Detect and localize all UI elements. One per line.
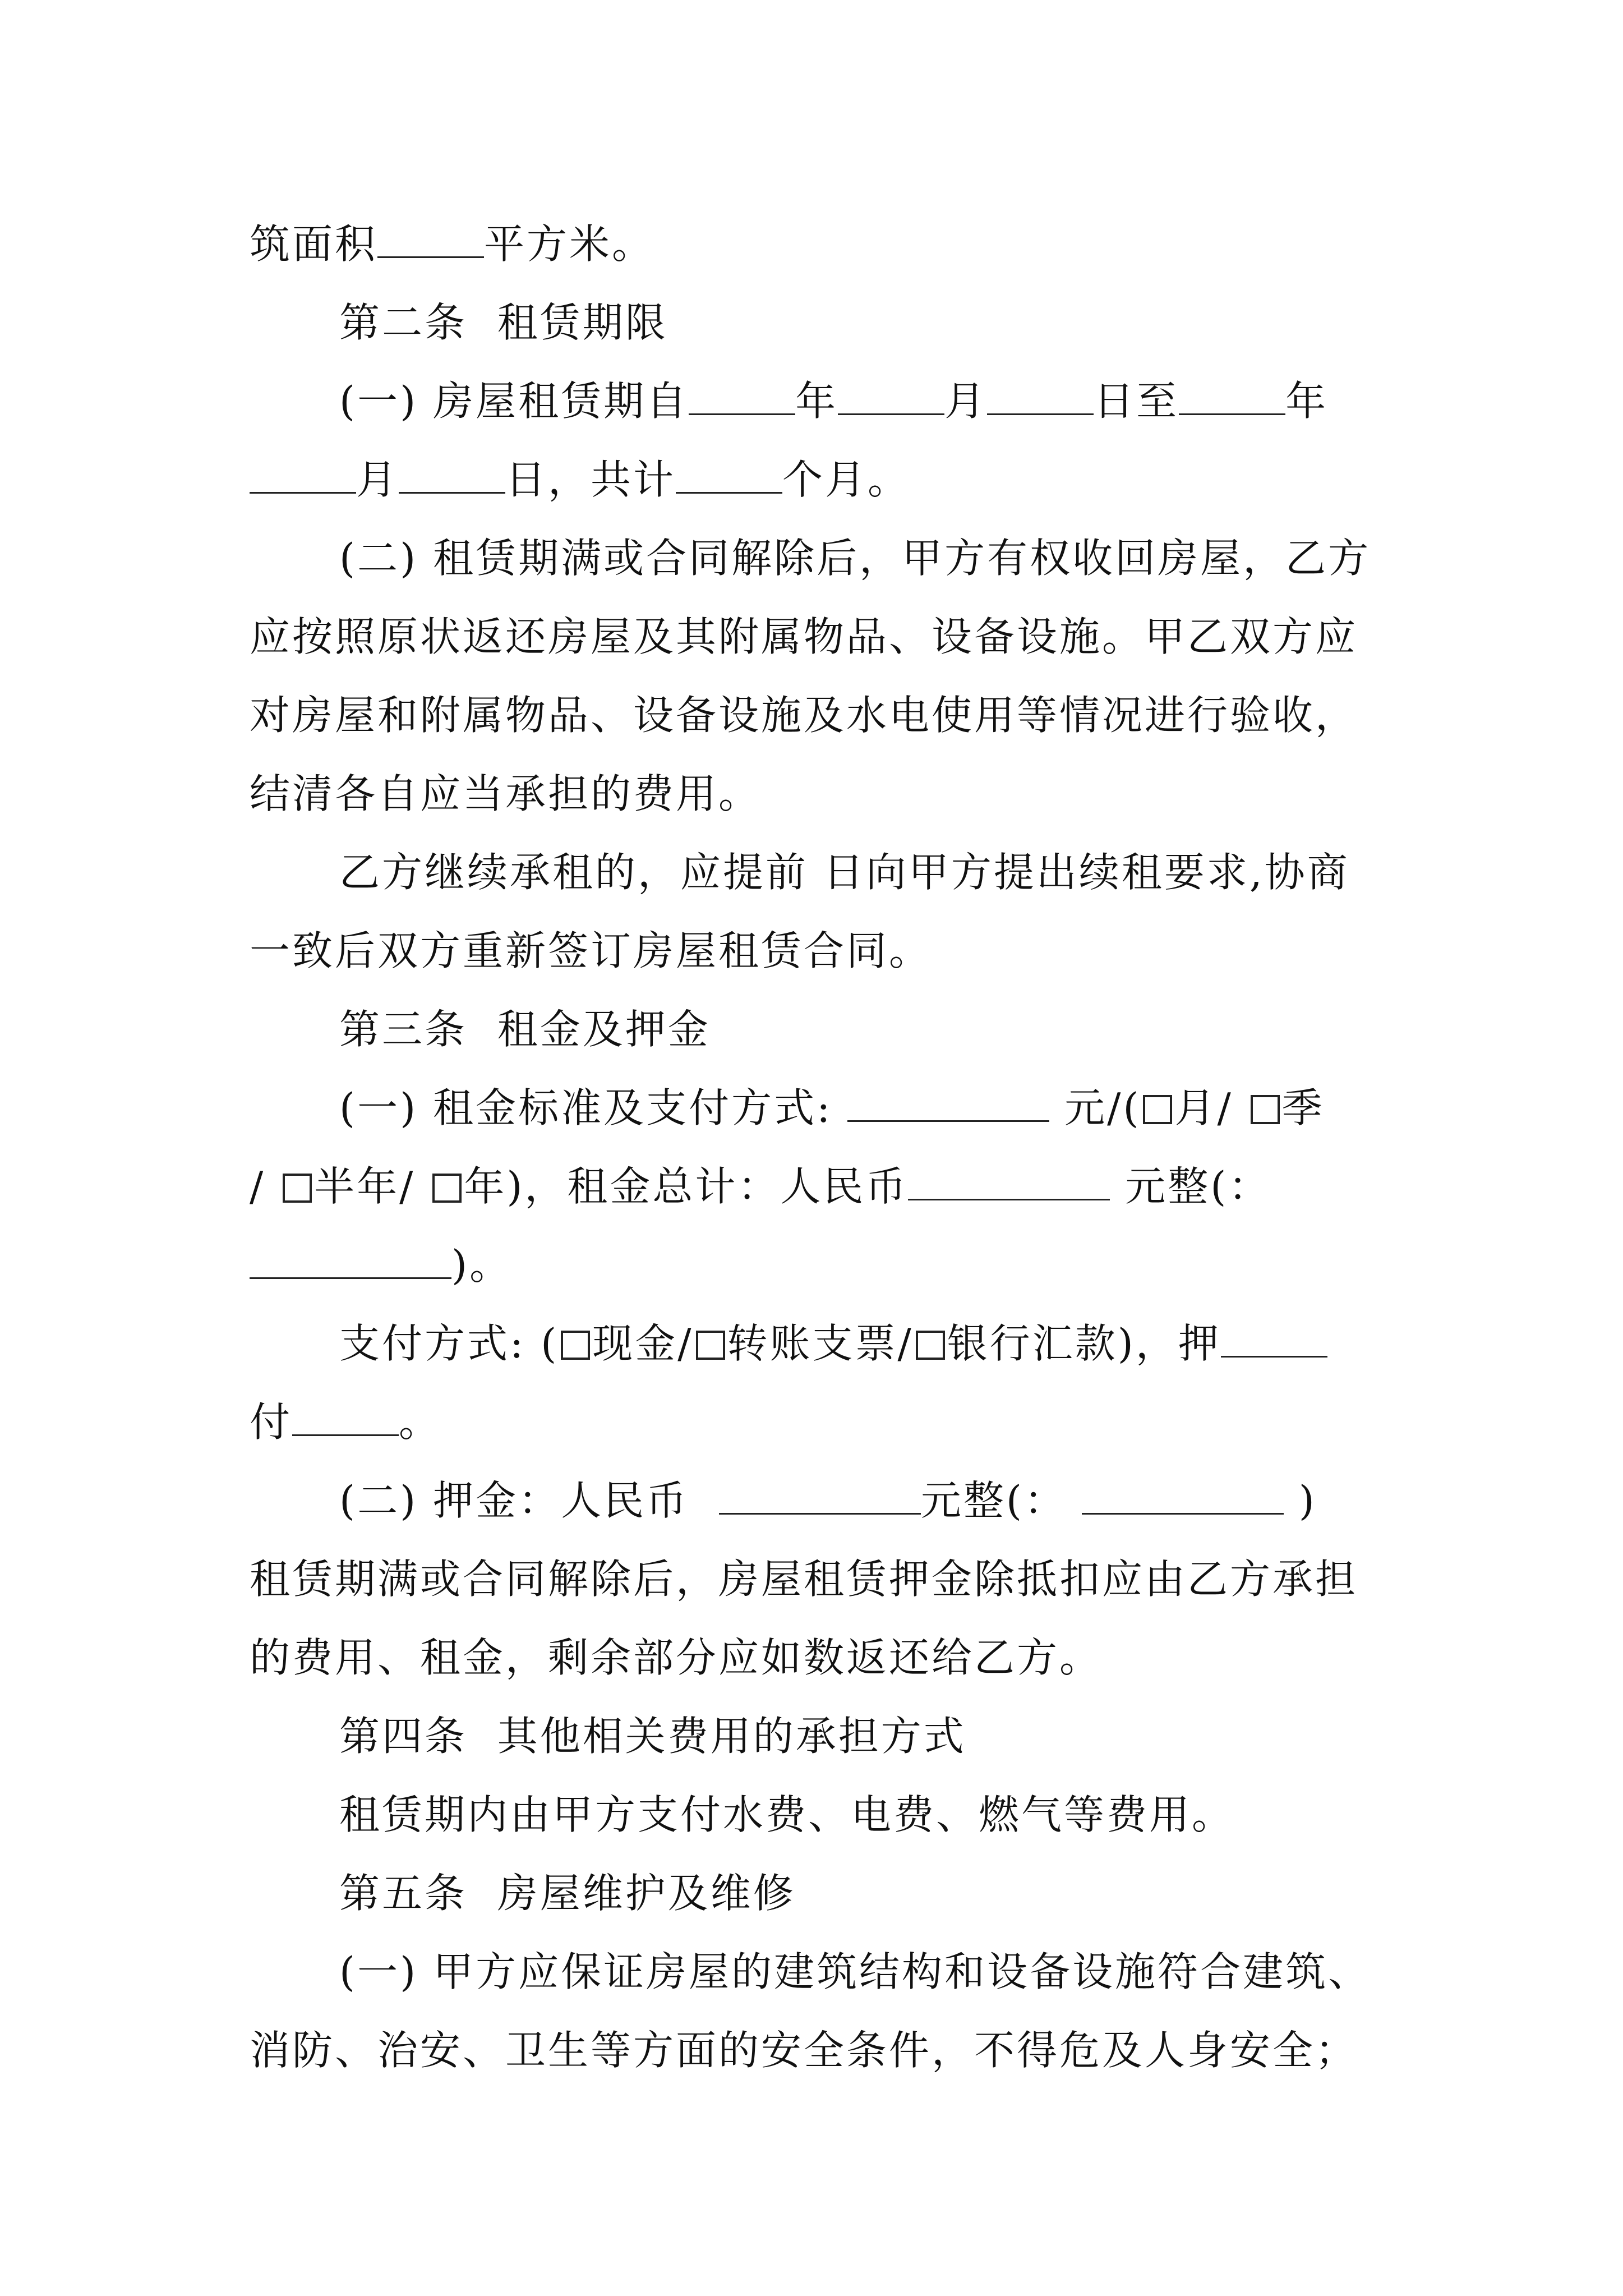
- fill-blank: [377, 217, 484, 258]
- article-heading: 第五条 房屋维护及维修: [339, 1870, 796, 1917]
- text-line: 月 日，共计 个月。: [250, 440, 1427, 519]
- text-line: 乙方继续承租的，应提前 日向甲方提出续租要求,协商: [339, 849, 1350, 896]
- text-line: (一) 甲方应保证房屋的建筑结构和设备设施符合建筑、: [339, 1948, 1371, 1995]
- checkbox-square: [283, 1174, 312, 1203]
- article-heading: 第三条 租金及押金: [339, 1006, 711, 1053]
- text-line: / 半年/ 年)，租金总计：人民币 元整(：: [250, 1147, 1427, 1226]
- fill-blank: [676, 453, 782, 494]
- fill-blank: [689, 374, 795, 415]
- article-heading: 第二条 租赁期限: [339, 299, 668, 346]
- text-line: 付 。: [250, 1383, 1427, 1461]
- checkbox-square: [1143, 1095, 1172, 1124]
- fill-blank: [847, 1081, 1049, 1122]
- text-line: )。: [250, 1226, 1427, 1304]
- text-line: (一) 房屋租赁期自 年 月 日至 年: [339, 362, 1517, 440]
- fill-blank: [987, 374, 1094, 415]
- fill-blank: [292, 1395, 399, 1436]
- fill-blank: [1221, 1317, 1327, 1358]
- article-heading: 第四条 其他相关费用的承担方式: [339, 1713, 966, 1760]
- text-line: 筑面积 平方米。: [250, 205, 1427, 283]
- text-line: 应按照原状返还房屋及其附属物品、设备设施。甲乙双方应: [250, 613, 1358, 660]
- fill-blank: [1082, 1474, 1284, 1515]
- text-line: 消防、治安、卫生等方面的安全条件，不得危及人身安全；: [250, 2027, 1358, 2074]
- text-line: 结清各自应当承担的费用。: [250, 770, 762, 817]
- checkbox-square: [696, 1331, 725, 1360]
- text-line: (二) 押金：人民币 元整(： ): [339, 1461, 1517, 1540]
- text-line: 租赁期内由甲方支付水费、电费、燃气等费用。: [339, 1791, 1235, 1838]
- text-line: 支付方式: ( 现金/ 转账支票/ 银行汇款)，押: [339, 1304, 1517, 1383]
- fill-blank: [719, 1474, 921, 1515]
- checkbox-square: [561, 1331, 590, 1360]
- text-line: 对房屋和附属物品、设备设施及水电使用等情况进行验收，: [250, 692, 1358, 739]
- text-line: (一) 租金标准及支付方式: 元/( 月/ 季: [339, 1069, 1517, 1147]
- fill-blank: [250, 453, 356, 494]
- fill-blank: [1179, 374, 1285, 415]
- text-line: 一致后双方重新签订房屋租赁合同。: [250, 927, 932, 974]
- checkbox-square: [432, 1174, 462, 1203]
- checkbox-square: [1251, 1095, 1280, 1124]
- text-line: (二) 租赁期满或合同解除后，甲方有权收回房屋，乙方: [339, 535, 1371, 582]
- fill-blank: [908, 1159, 1110, 1200]
- fill-blank: [399, 453, 505, 494]
- fill-blank: [250, 1238, 451, 1279]
- fill-blank: [838, 374, 944, 415]
- checkbox-square: [916, 1331, 945, 1360]
- text-line: 的费用、租金，剩余部分应如数返还给乙方。: [250, 1634, 1103, 1681]
- text-line: 租赁期满或合同解除后，房屋租赁押金除抵扣应由乙方承担: [250, 1556, 1358, 1603]
